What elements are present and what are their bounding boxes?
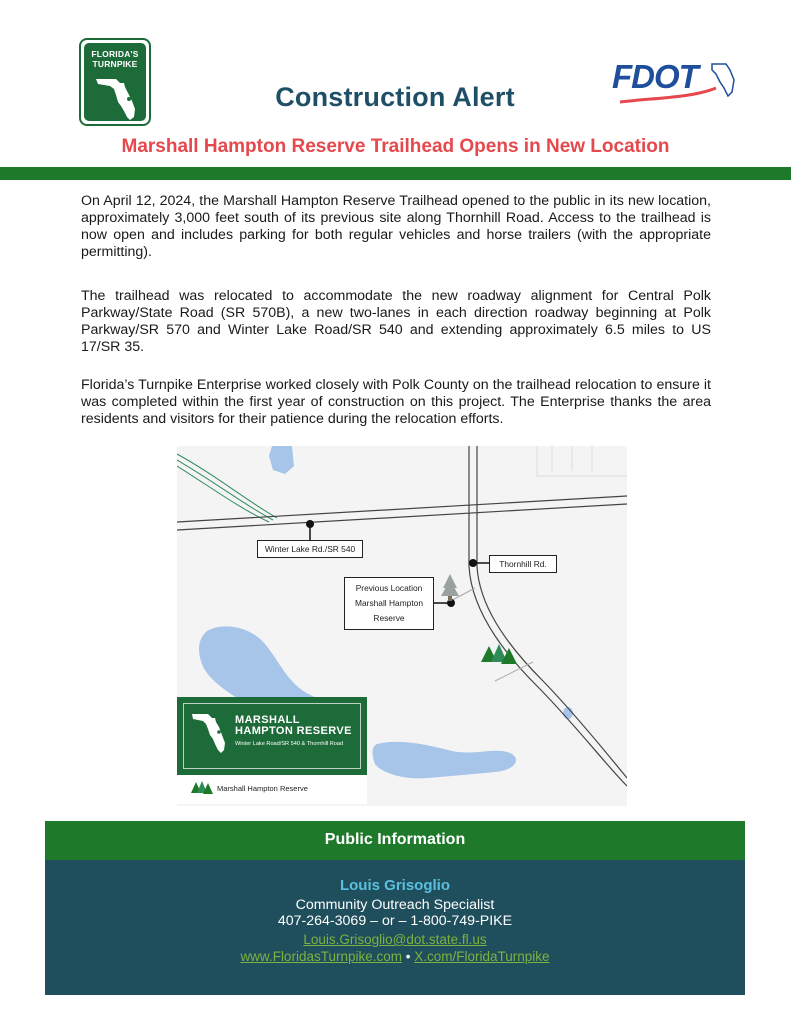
contact-panel (45, 860, 745, 995)
link-separator: • (405, 949, 411, 964)
turnpike-logo-panel (84, 43, 146, 121)
lake-south (373, 742, 516, 779)
legend-florida-map-icon (191, 711, 229, 755)
pond-north (269, 446, 294, 474)
paragraph-thanks: Florida’s Turnpike Enterprise worked closely with Polk County on the trailhead relocation to ensure it was completed within the first year of construction on this project. The Enterprise thanks the area residents and visitors for their patience during the relocation efforts. (81, 377, 711, 427)
public-information-title: Public Information (324, 831, 466, 848)
legend-key-label: Marshall Hampton Reserve (217, 784, 308, 793)
contact-name: Louis Grisoglio (339, 877, 450, 894)
page-title: Construction Alert (275, 82, 515, 112)
social-link[interactable]: X.com/FloridaTurnpike (414, 949, 550, 964)
parkway-ramps (177, 454, 277, 522)
map-label-previous-location: Previous Location Marshall Hampton Reserve (344, 577, 434, 630)
florida-map-icon (94, 75, 140, 123)
legend-title: MARSHALL HAMPTON RESERVE (235, 714, 352, 737)
winter-lake-marker (306, 520, 314, 528)
public-information-header (45, 821, 745, 860)
website-link[interactable]: www.FloridasTurnpike.com (240, 949, 402, 964)
web-links (45, 949, 745, 964)
thornhill-marker (469, 559, 477, 567)
floridas-turnpike-logo (79, 38, 151, 126)
map-label-thornhill: Thornhill Rd. (489, 555, 557, 573)
contact-email-link[interactable]: Louis.Grisoglio@dot.state.fl.us (303, 932, 487, 947)
trailhead-location-map (177, 446, 627, 806)
turnpike-logo-text: FLORIDA'S TURNPIKE (91, 49, 139, 69)
map-label-winter-lake: Winter Lake Rd./SR 540 (257, 540, 363, 558)
new-access-road (495, 662, 533, 681)
new-location-trees-icon (481, 644, 517, 664)
header-divider (0, 167, 791, 180)
paragraph-relocation-reason: The trailhead was relocated to accommodate the new roadway alignment for Central Polk Parkway/State Road (SR 570B), a new two-lanes in each direction roadway beginning at Polk Parkway/SR 570 and Winter Lake Road/SR 540 and extending approximately 6.5 miles to US 17/SR 35. (81, 288, 711, 355)
legend-banner (177, 697, 367, 775)
contact-role: Community Outreach Specialist (295, 897, 495, 913)
legend-trees-icon (191, 781, 213, 795)
previous-location-tree-icon (441, 574, 459, 601)
alert-subtitle: Marshall Hampton Reserve Trailhead Opens in New Location (121, 136, 670, 157)
contact-phone: 407-264-3069 – or – 1-800-749-PIKE (277, 913, 513, 929)
map-legend (177, 697, 367, 804)
legend-subtitle: Winter Lake Road/SR 540 & Thornhill Road (235, 741, 344, 747)
paragraph-opening: On April 12, 2024, the Marshall Hampton Reserve Trailhead opened to the public in its new location, approximately 3,000 feet south of its previous site along Thornhill Road. Access to the trailhead is now open and includes parking for both regular vehicles and horse trailers (with the appropriate permitting). (81, 193, 711, 260)
fdot-logo (612, 58, 737, 118)
parcel-lines (537, 446, 627, 476)
fdot-logo-text: FDOT (612, 58, 698, 95)
